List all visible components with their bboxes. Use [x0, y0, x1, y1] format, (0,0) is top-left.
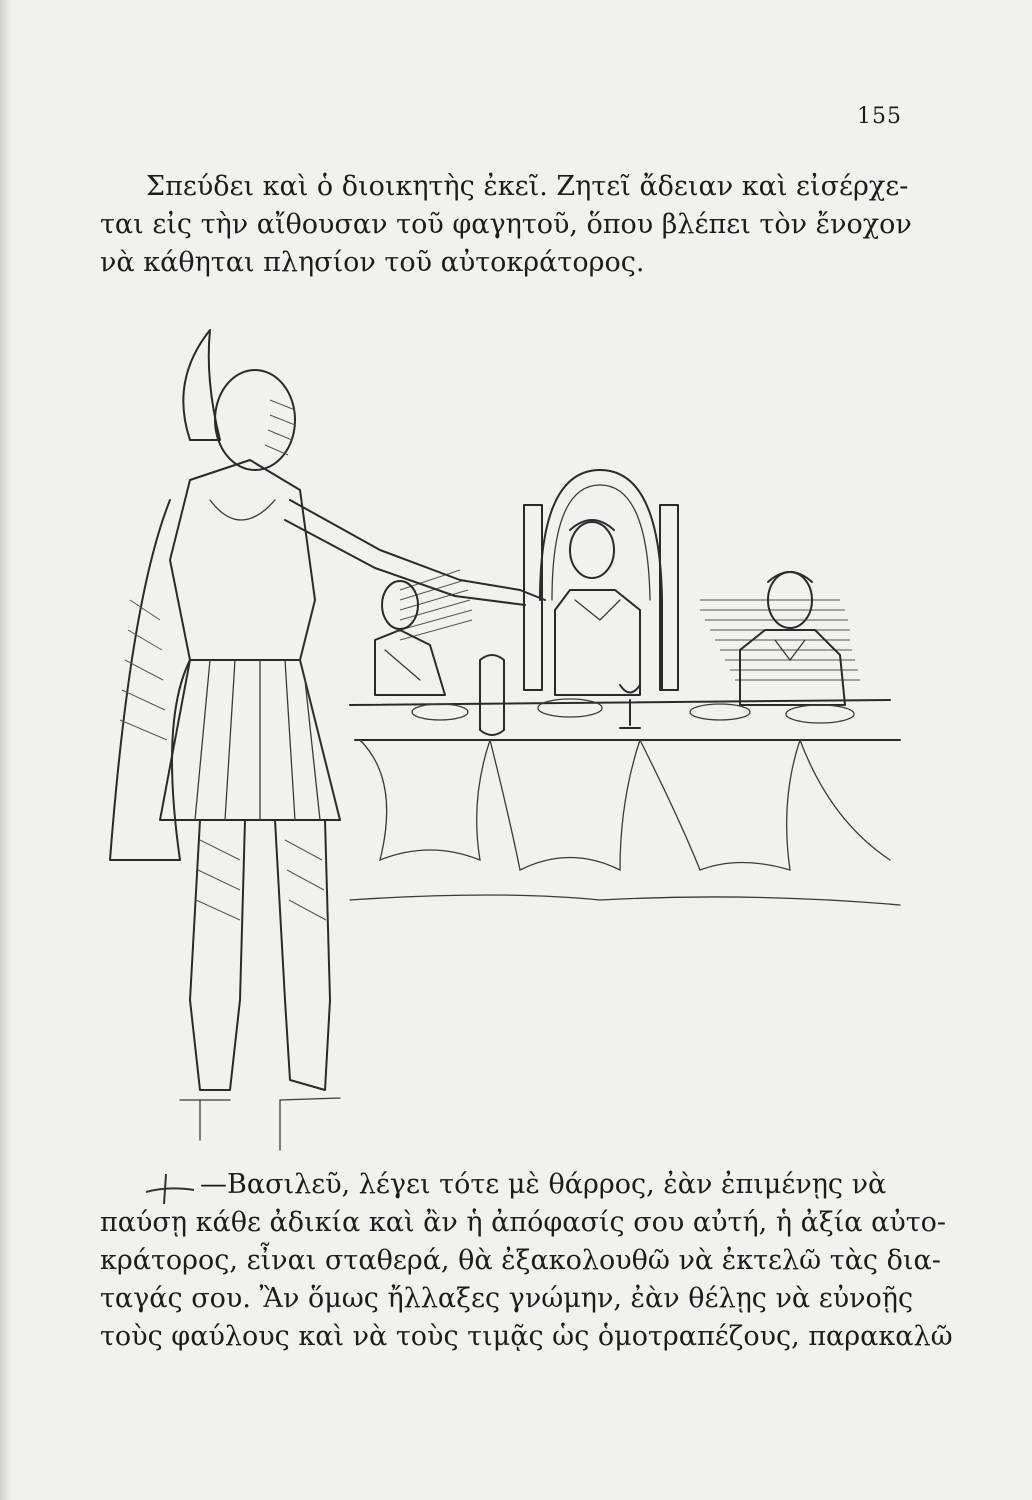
text-line: ταγάς σου. Ἂν ὅμως ἤλλαξες γνώμην, ἐὰν θέλῃς νὰ εὐνοῇς [100, 1283, 914, 1314]
emperor-figure [555, 520, 640, 695]
page-number: 155 [857, 104, 902, 129]
page-binding-edge [0, 0, 14, 1500]
wall-hatching [400, 570, 860, 680]
soldier-leg-left [190, 820, 245, 1090]
text-line: —Βασιλεῦ, λέγει τότε μὲ θάρρος, ἐὰν ἐπιμένῃς νὰ [200, 1169, 887, 1200]
text-line: τοὺς φαύλους καὶ νὰ τοὺς τιμᾷς ὡς ὁμοτραπέζους, παρακαλῶ [100, 1321, 953, 1352]
soldier-arm [290, 500, 545, 600]
soldier-leg-right [275, 820, 330, 1090]
banquet-illustration [100, 300, 920, 1160]
throne-back [540, 470, 662, 690]
soldier-cape [110, 500, 190, 860]
text-line: κράτορος, εἶναι σταθερά, θὰ ἐξακολουθῶ νὰ ἐκτελῶ τὰς δια- [100, 1245, 941, 1276]
text-line: νὰ κάθηται πλησίον τοῦ αὐτοκράτορος. [100, 247, 645, 278]
tablecloth [350, 740, 900, 905]
soldier-tunic [160, 660, 340, 820]
guest-right-figure [740, 572, 845, 705]
paragraph-bottom [100, 1166, 953, 1356]
text-line: ται εἰς τὴν αἴθουσαν τοῦ φαγητοῦ, ὅπου βλέπει τὸν ἔνοχον [100, 209, 912, 240]
jug [480, 655, 504, 735]
paragraph-top [100, 168, 910, 282]
illustration-drawing [100, 300, 920, 1160]
text-line: Σπεύδει καὶ ὁ διοικητὴς ἐκεῖ. Ζητεῖ ἄδειαν καὶ εἰσέρχε- [146, 171, 909, 202]
guest-left-figure [375, 581, 445, 695]
text-line: παύσῃ κάθε ἀδικία καὶ ἂν ἡ ἀπόφασίς σου αὐτή, ἡ ἀξία αὐτο- [100, 1207, 947, 1238]
goblet [620, 685, 640, 728]
